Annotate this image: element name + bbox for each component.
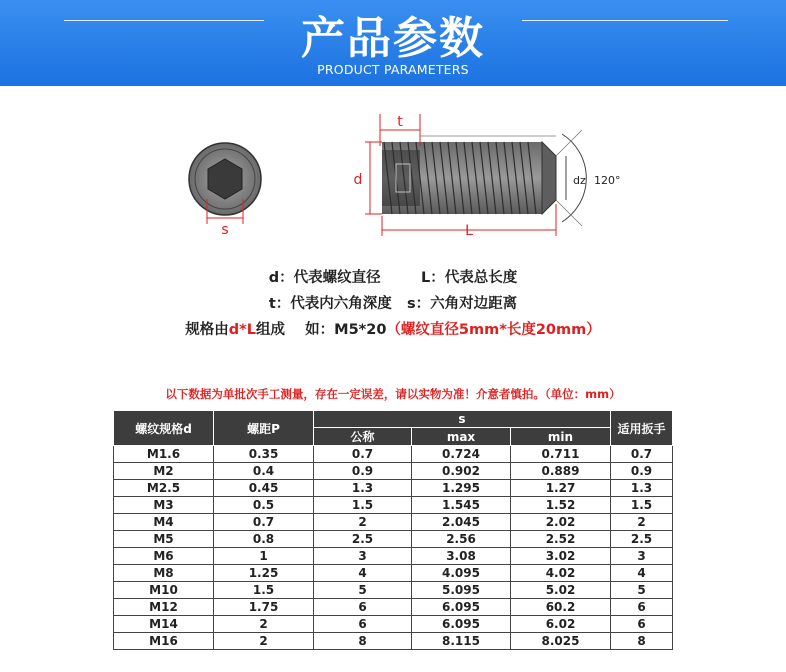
- cell-nominal: 0.7: [314, 446, 412, 463]
- cell-wrench: 3: [611, 548, 673, 565]
- desc-spec-example: 组成 如：M5*20: [255, 322, 387, 338]
- desc-line-1: [0, 266, 786, 287]
- cell-wrench: 6: [611, 616, 673, 633]
- desc-t: t：代表内六角深度: [268, 296, 392, 312]
- cell-wrench: 0.9: [611, 463, 673, 480]
- cell-nominal: 5: [314, 582, 412, 599]
- desc-spec-highlight: d*L: [228, 322, 256, 338]
- spec-table-body: [114, 446, 673, 650]
- table-row: [114, 548, 673, 565]
- label-d: d: [353, 172, 363, 188]
- cell-min: 3.02: [511, 548, 611, 565]
- cell-wrench: 4: [611, 565, 673, 582]
- cell-wrench: 8: [611, 633, 673, 650]
- cell-spec: M2: [114, 463, 214, 480]
- cell-spec: M14: [114, 616, 214, 633]
- table-row: [114, 446, 673, 463]
- cell-min: 2.02: [511, 514, 611, 531]
- spec-table: [113, 410, 673, 650]
- desc-s: s：六角对边距离: [406, 296, 518, 312]
- cell-pitch: 0.8: [214, 531, 314, 548]
- label-t: t: [397, 114, 403, 130]
- table-row: [114, 616, 673, 633]
- header-banner: [0, 0, 786, 86]
- cell-pitch: 1.75: [214, 599, 314, 616]
- cell-wrench: 1.5: [611, 497, 673, 514]
- cell-min: 0.889: [511, 463, 611, 480]
- cell-nominal: 0.9: [314, 463, 412, 480]
- cell-nominal: 6: [314, 599, 412, 616]
- screw-diagram: [0, 96, 786, 246]
- label-angle: 120°: [594, 174, 621, 187]
- page-title: 产品参数: [301, 13, 485, 64]
- cell-max: 0.902: [412, 463, 511, 480]
- cell-spec: M6: [114, 548, 214, 565]
- table-row: [114, 633, 673, 650]
- cell-spec: M3: [114, 497, 214, 514]
- page-subtitle: PRODUCT PARAMETERS: [317, 62, 469, 77]
- cell-nominal: 4: [314, 565, 412, 582]
- header-pitch: 螺距P: [214, 411, 314, 446]
- cell-wrench: 1.3: [611, 480, 673, 497]
- cell-max: 2.56: [412, 531, 511, 548]
- cell-min: 5.02: [511, 582, 611, 599]
- screw-point: [542, 142, 556, 214]
- cell-nominal: 8: [314, 633, 412, 650]
- table-row: [114, 514, 673, 531]
- cell-pitch: 0.35: [214, 446, 314, 463]
- side-view: [354, 114, 621, 239]
- desc-L: L：代表总长度: [421, 270, 518, 286]
- header-spec: 螺纹规格d: [114, 411, 214, 446]
- desc-d: d：代表螺纹直径: [268, 270, 381, 286]
- cell-max: 6.095: [412, 616, 511, 633]
- header-nominal: 公称: [314, 428, 412, 446]
- label-dz: dz: [573, 174, 586, 187]
- cell-max: 1.545: [412, 497, 511, 514]
- cell-spec: M5: [114, 531, 214, 548]
- hex-socket-depth: [382, 150, 420, 206]
- table-row: [114, 463, 673, 480]
- cell-wrench: 0.7: [611, 446, 673, 463]
- cell-max: 5.095: [412, 582, 511, 599]
- cell-min: 1.27: [511, 480, 611, 497]
- cell-pitch: 2: [214, 616, 314, 633]
- cell-spec: M1.6: [114, 446, 214, 463]
- cell-wrench: 6: [611, 599, 673, 616]
- cell-nominal: 2.5: [314, 531, 412, 548]
- cell-spec: M10: [114, 582, 214, 599]
- measurement-notice: 以下数据为单批次手工测量，存在一定误差，请以实物为准！介意者慎拍。（单位：mm）: [165, 387, 621, 401]
- label-s: s: [221, 222, 229, 238]
- cell-min: 4.02: [511, 565, 611, 582]
- cell-max: 2.045: [412, 514, 511, 531]
- cell-pitch: 2: [214, 633, 314, 650]
- cell-min: 2.52: [511, 531, 611, 548]
- table-row: [114, 497, 673, 514]
- cell-pitch: 1: [214, 548, 314, 565]
- table-row: [114, 565, 673, 582]
- table-row: [114, 480, 673, 497]
- cell-wrench: 5: [611, 582, 673, 599]
- header-max: max: [412, 428, 511, 446]
- cell-min: 6.02: [511, 616, 611, 633]
- header-s: s: [314, 411, 611, 428]
- cell-min: 1.52: [511, 497, 611, 514]
- cell-max: 8.115: [412, 633, 511, 650]
- header-wrench: 适用扳手: [611, 411, 673, 446]
- end-view: [189, 143, 261, 238]
- cell-nominal: 1.3: [314, 480, 412, 497]
- cell-pitch: 0.45: [214, 480, 314, 497]
- cell-spec: M8: [114, 565, 214, 582]
- cell-nominal: 2: [314, 514, 412, 531]
- desc-line-2: [0, 292, 786, 313]
- desc-line-3: [0, 318, 786, 339]
- cell-pitch: 0.5: [214, 497, 314, 514]
- cell-nominal: 3: [314, 548, 412, 565]
- cell-pitch: 0.4: [214, 463, 314, 480]
- table-row: [114, 531, 673, 548]
- table-row: [114, 599, 673, 616]
- cell-max: 4.095: [412, 565, 511, 582]
- cell-wrench: 2: [611, 514, 673, 531]
- cell-min: 0.711: [511, 446, 611, 463]
- cell-min: 8.025: [511, 633, 611, 650]
- cell-max: 0.724: [412, 446, 511, 463]
- cell-min: 60.2: [511, 599, 611, 616]
- cell-wrench: 2.5: [611, 531, 673, 548]
- cell-pitch: 1.25: [214, 565, 314, 582]
- desc-spec-prefix: 规格由: [185, 322, 229, 338]
- cell-spec: M12: [114, 599, 214, 616]
- label-L: L: [465, 223, 473, 239]
- cell-max: 1.295: [412, 480, 511, 497]
- table-row: [114, 582, 673, 599]
- cell-nominal: 6: [314, 616, 412, 633]
- cell-pitch: 1.5: [214, 582, 314, 599]
- cell-spec: M2.5: [114, 480, 214, 497]
- cell-max: 6.095: [412, 599, 511, 616]
- desc-spec-note: （螺纹直径5mm*长度20mm）: [386, 322, 601, 338]
- cell-nominal: 1.5: [314, 497, 412, 514]
- cell-spec: M16: [114, 633, 214, 650]
- cell-spec: M4: [114, 514, 214, 531]
- cell-pitch: 0.7: [214, 514, 314, 531]
- header-min: min: [511, 428, 611, 446]
- cell-max: 3.08: [412, 548, 511, 565]
